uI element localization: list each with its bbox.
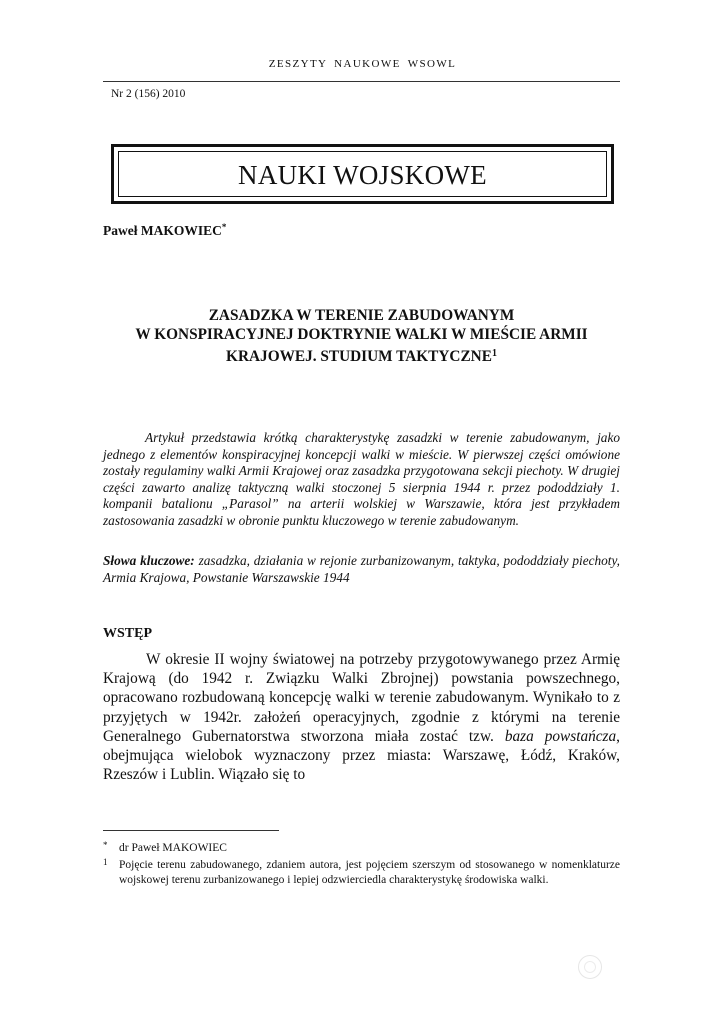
article-title-footnote-mark[interactable]: 1: [491, 348, 497, 359]
article-title: [103, 306, 620, 366]
footnote-1: [103, 858, 620, 888]
footnote-text: Pojęcie terenu zabudowanego, zdaniem autora, jest pojęciem szerszym od stosowanego w nomenklaturze wojskowej terenu zurbanizowanego i lepiej odzwierciedla charakterystykę środowiska walki.: [119, 859, 620, 886]
keywords-text: zasadzka, działania w rejonie zurbanizowanym, taktyka, pododdziały piechoty, Armia Krajowa, Powstanie Warszawskie 1944: [103, 553, 620, 585]
keywords-label: Słowa kluczowe:: [103, 553, 195, 568]
introduction-paragraph: [103, 650, 620, 784]
footnote-mark: 1: [103, 857, 108, 867]
issue-number: Nr 2 (156) 2010: [111, 88, 186, 100]
footnote-text: dr Paweł MAKOWIEC: [119, 842, 227, 854]
section-title-box-inner: [118, 151, 607, 197]
section-title: NAUKI WOJSKOWE: [238, 159, 487, 190]
abstract-paragraph: Artykuł przedstawia krótką charakterystykę zasadzki w terenie zabudowanym, jako jednego z elementów konspiracyjnej koncepcji walki w mieście. W pierwszej części omówione zostały regulaminy walki Armii Krajowej oraz zasadzka przygotowana sekcji piechoty. W drugiej części zawarto analizę taktyczną walki stoczonej 5 sierpnia 1944 r. przez pododdziały 1. kompanii batalionu „Parasol” na arterii wolskiej w Warszawie, która jest przykładem zastosowania zasadzki w obronie punktu kluczowego w terenie zabudowanym.: [103, 430, 620, 528]
author-footnote-mark[interactable]: *: [221, 222, 227, 232]
introduction-emphasis: baza powstańcza: [504, 727, 617, 745]
footnote-mark: *: [103, 840, 108, 850]
watermark-seal: [578, 955, 602, 979]
footnote-author: [103, 841, 620, 856]
keywords-paragraph: [103, 553, 620, 586]
footnote-separator: [103, 830, 279, 831]
introduction-heading: WSTĘP: [103, 626, 153, 641]
author-name: [103, 222, 226, 239]
section-title-box: [111, 144, 614, 204]
author-name-text: Paweł MAKOWIEC: [103, 223, 222, 238]
article-title-line-3-text: KRAJOWEJ. STUDIUM TAKTYCZNE: [226, 348, 492, 365]
article-title-line-1: ZASADZKA W TERENIE ZABUDOWANYM: [208, 307, 515, 324]
header-rule: [103, 81, 620, 82]
article-title-line-2: W KONSPIRACYJNEJ DOKTRYNIE WALKI W MIEŚCIE ARMII: [135, 326, 588, 343]
article-title-line-3: [103, 344, 620, 366]
introduction-text-before: W okresie II wojny światowej na potrzeby przygotowywanego przez Armię Krajową (do 1942 r. Związku Walki Zbrojnej) powstania powszechnego, opracowano rozbudowaną koncepcję walki w terenie zabudowanym. Wynikało to z przyjętych w 1942r. założeń operacyjnych, zgodnie z którymi na terenie Generalnego Gubernatorstwa stworzona miała zostać tzw.: [103, 651, 620, 745]
journal-title: ZESZYTY NAUKOWE WSOWL: [268, 58, 457, 70]
introduction-text-after: , obejmująca wielobok wyznaczony przez miasta: Warszawę, Łódź, Kraków, Rzeszów i Lublin. Wiązało się to: [103, 727, 620, 784]
